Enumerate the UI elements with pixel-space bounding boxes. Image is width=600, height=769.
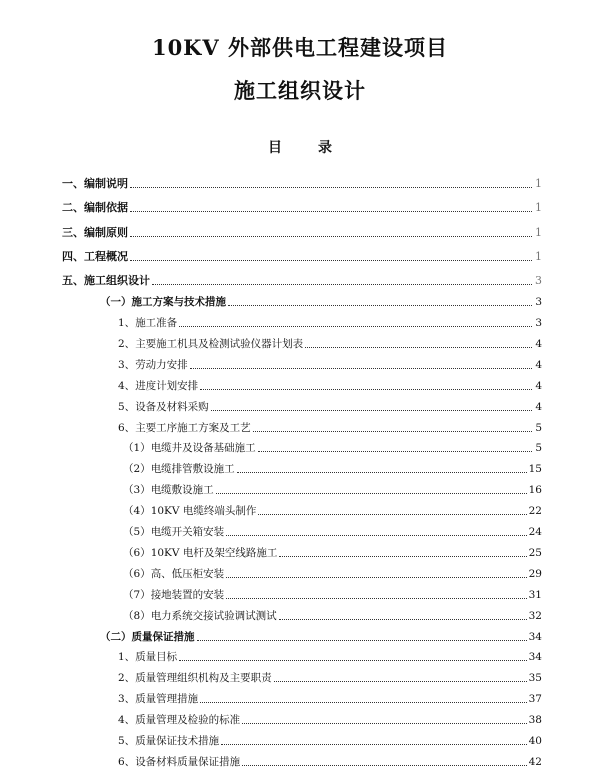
toc-entry[interactable] — [123, 521, 542, 539]
toc-leader-dots — [130, 236, 532, 237]
toc-entry-title: 施工方案与技术措施 — [131, 296, 226, 309]
toc-entry-title: 高、低压柜安装 — [150, 567, 225, 580]
toc-entry-number: （6） — [123, 567, 151, 580]
toc-entry[interactable] — [62, 197, 542, 215]
toc-entry-title: 质量管理组织机构及主要职责 — [135, 672, 272, 685]
toc-entry-page: 3 — [535, 317, 542, 329]
toc-leader-dots — [190, 368, 532, 369]
toc-entry[interactable] — [118, 730, 542, 748]
toc-entry-page: 4 — [535, 379, 542, 392]
toc-entry-title: 质量管理及检验的标准 — [135, 714, 241, 727]
toc-leader-dots — [258, 451, 532, 452]
toc-entry-page: 1 — [535, 225, 542, 239]
toc-entry-title: 主要工序施工方案及工艺 — [135, 421, 251, 434]
toc-entry-number: （一） — [100, 296, 132, 309]
toc-entry-page: 35 — [528, 672, 542, 685]
toc-entry-page: 32 — [528, 609, 542, 622]
toc-leader-dots — [216, 493, 527, 494]
toc-entry[interactable] — [118, 751, 542, 769]
toc-entry-page: 15 — [528, 463, 542, 476]
toc-entry[interactable] — [118, 709, 542, 727]
toc-leader-dots — [253, 431, 532, 432]
toc-entry-number: 五、 — [62, 274, 84, 288]
toc-entry-page: 31 — [528, 588, 542, 601]
toc-entry[interactable] — [118, 688, 542, 706]
toc-entry-title: 电缆开关箱安装 — [150, 526, 225, 538]
toc-entry-number: 3、 — [118, 358, 136, 371]
toc-entry-number: 1、 — [118, 651, 136, 664]
toc-entry-title: 质量目标 — [135, 651, 178, 664]
toc-entry-title: 进度计划安排 — [135, 379, 199, 392]
toc-entry-number: （二） — [100, 630, 132, 643]
toc-entry-page: 22 — [528, 505, 542, 518]
toc-entry-title: 电缆排管敷设施工 — [150, 463, 235, 476]
toc-entry-number: 4、 — [118, 714, 136, 727]
toc-leader-dots — [226, 577, 526, 578]
toc-leader-dots — [242, 723, 526, 724]
toc-entry[interactable] — [62, 173, 542, 191]
toc-entry-number: 二、 — [62, 201, 84, 215]
toc-leader-dots — [211, 410, 532, 411]
toc-entry-title: 质量保证技术措施 — [135, 735, 220, 747]
toc-leader-dots — [179, 326, 532, 327]
toc-entry-page: 4 — [535, 358, 542, 371]
toc-entry-title: 设备材料质量保证措施 — [135, 755, 241, 768]
toc-entry-title: 主要施工机具及检测试验仪器计划表 — [135, 337, 304, 350]
toc-entry[interactable] — [118, 667, 542, 685]
toc-leader-dots — [242, 765, 526, 766]
toc-leader-dots — [258, 514, 526, 515]
toc-leader-dots — [197, 640, 527, 641]
toc-entry-number: 四、 — [62, 249, 84, 263]
toc-entry-number: （7） — [123, 588, 151, 601]
toc-entry[interactable] — [118, 333, 542, 351]
toc-heading-char-1: 目 — [268, 140, 282, 156]
toc-entry[interactable] — [118, 375, 542, 393]
toc-entry-page: 1 — [535, 201, 542, 215]
toc-entry-number: 5、 — [118, 735, 136, 747]
toc-entry[interactable] — [62, 246, 542, 264]
toc-entry-page: 37 — [528, 693, 542, 706]
toc-entry-number: （6） — [123, 546, 151, 559]
toc-leader-dots — [130, 187, 532, 188]
toc-entry-page: 4 — [535, 400, 542, 413]
toc-leader-dots — [130, 211, 532, 212]
toc-entry-page: 3 — [535, 274, 542, 288]
toc-entry-page: 24 — [528, 526, 542, 538]
toc-entry-number: 1、 — [118, 317, 136, 329]
toc-leader-dots — [279, 556, 526, 557]
toc-entry[interactable] — [118, 646, 542, 664]
toc-entry[interactable] — [62, 222, 542, 240]
toc-leader-dots — [200, 702, 526, 703]
toc-entry[interactable] — [123, 563, 542, 581]
toc-entry-page: 38 — [528, 714, 542, 727]
toc-entry-page: 40 — [528, 735, 542, 747]
toc-entry-title: 工程概况 — [84, 249, 128, 263]
toc-entry-title: 电力系统交接试验调试测试 — [150, 609, 277, 622]
toc-entry[interactable] — [123, 542, 542, 560]
toc-entry-number: 5、 — [118, 400, 136, 413]
toc-leader-dots — [305, 347, 532, 348]
toc-entry-title: 劳动力安排 — [135, 358, 188, 371]
toc-entry-number: 4、 — [118, 379, 136, 392]
toc-leader-dots — [237, 472, 527, 473]
toc-entry-title: 接地装置的安装 — [150, 588, 225, 601]
toc-entry-number: 2、 — [118, 672, 136, 685]
toc-entry[interactable] — [100, 291, 542, 309]
toc-entry-page: 1 — [535, 177, 542, 190]
toc-entry-title: 10KV 电缆终端头制作 — [150, 505, 257, 518]
toc-leader-dots — [152, 284, 532, 285]
toc-entry[interactable] — [123, 437, 542, 455]
toc-heading-char-2: 录 — [318, 140, 332, 156]
toc-entry-number: 一、 — [62, 177, 84, 190]
toc-entry-page: 42 — [528, 755, 542, 768]
toc-entry[interactable] — [100, 626, 542, 644]
toc-entry-title: 施工准备 — [135, 317, 178, 329]
toc-entry-title: 10KV 电杆及架空线路施工 — [150, 546, 278, 559]
toc-entry-title: 编制依据 — [84, 201, 128, 215]
document-subtitle: 施工组织设计 — [234, 78, 366, 103]
toc-entry-page: 29 — [528, 567, 542, 580]
toc-leader-dots — [221, 744, 526, 745]
toc-entry-page: 4 — [535, 337, 542, 350]
toc-entry[interactable] — [118, 417, 542, 435]
toc-entry-number: （1） — [123, 442, 151, 455]
toc-entry-number: （3） — [123, 484, 151, 497]
toc-entry[interactable] — [123, 479, 542, 497]
toc-entry-number: （2） — [123, 463, 151, 476]
toc-entry-page: 5 — [535, 442, 542, 455]
toc-entry[interactable] — [123, 458, 542, 476]
toc-entry-page: 25 — [528, 546, 542, 559]
toc-entry[interactable] — [118, 396, 542, 414]
toc-leader-dots — [228, 305, 532, 306]
toc-leader-dots — [274, 681, 527, 682]
toc-entry-page: 34 — [528, 651, 542, 664]
toc-leader-dots — [179, 660, 526, 661]
toc-entry[interactable] — [123, 500, 542, 518]
document-title: 10KV 外部供电工程建设项目 — [151, 35, 449, 60]
toc-heading — [0, 137, 600, 157]
toc-leader-dots — [226, 598, 526, 599]
toc-entry-title: 编制原则 — [84, 225, 128, 239]
toc-entry-number: （4） — [123, 505, 151, 518]
toc-entry-title: 电缆敷设施工 — [150, 484, 214, 497]
toc-entry[interactable] — [123, 605, 542, 623]
toc-entry[interactable] — [118, 312, 542, 330]
toc-entry-number: 6、 — [118, 755, 136, 768]
toc-entry-title: 质量保证措施 — [131, 630, 195, 643]
toc-entry-page: 16 — [528, 484, 542, 497]
toc-entry-number: 三、 — [62, 225, 84, 239]
toc-entry[interactable] — [62, 270, 542, 288]
toc-entry-title: 施工组织设计 — [84, 274, 150, 288]
toc-entry-page: 34 — [528, 630, 542, 643]
toc-leader-dots — [130, 260, 532, 261]
toc-entry-number: 3、 — [118, 693, 136, 706]
toc-leader-dots — [200, 389, 532, 390]
toc-entry-title: 编制说明 — [84, 177, 128, 190]
toc-entry-title: 质量管理措施 — [135, 693, 199, 706]
toc-entry-number: （5） — [123, 526, 151, 538]
toc-entry-number: （8） — [123, 609, 151, 622]
toc-leader-dots — [279, 619, 527, 620]
toc-entry-page: 5 — [535, 421, 542, 434]
toc-entry-page: 1 — [535, 249, 542, 263]
toc-entry-number: 2、 — [118, 337, 136, 350]
toc-leader-dots — [226, 535, 526, 536]
toc-entry-title: 电缆井及设备基础施工 — [150, 442, 256, 455]
toc-entry[interactable] — [118, 354, 542, 372]
toc-entry-page: 3 — [535, 296, 542, 309]
toc-entry-number: 6、 — [118, 421, 136, 434]
toc-entry[interactable] — [123, 584, 542, 602]
toc-entry-title: 设备及材料采购 — [135, 400, 209, 413]
